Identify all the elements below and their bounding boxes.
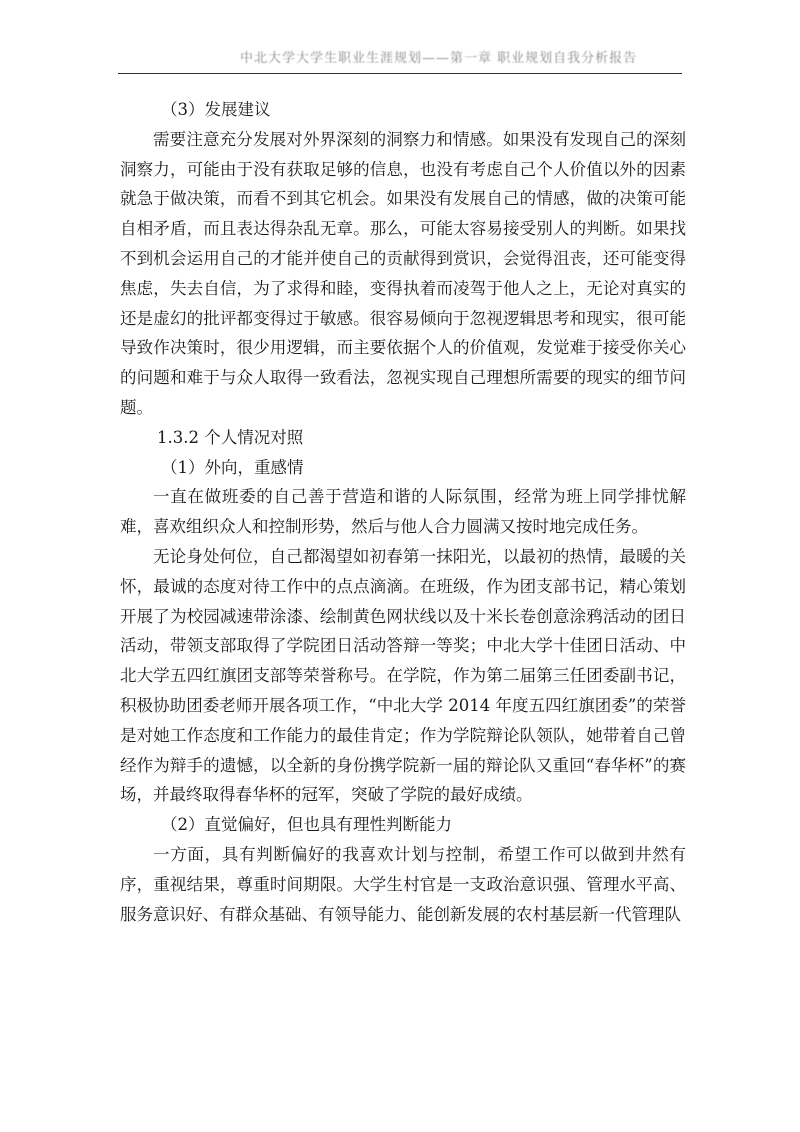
paragraph-development-advice: 需要注意充分发展对外界深刻的洞察力和情感。如果没有发现自己的深刻洞察力，可能由于没有获取足够的信息，也没有考虑自己个人价值以外的因素就急于做决策，而看不到其它机会。如果没有发展自己的情感，做的决策可能自相矛盾，而且表达得杂乱无章。那么，可能太容易接受别人的判断。如果找不到机会运用自己的才能并使自己的贡献得到赏识，会觉得沮丧，还可能变得焦虑，失去自信，为了求得和睦，变得执着而凌驾于他人之上，无论对真实的还是虚幻的批评都变得过于敏感。很容易倾向于忽视逻辑思考和现实，很可能导致作决策时，很少用逻辑，而主要依据个人的价值观，发觉难于接受你关心的问题和难于与众人取得一致看法，忽视实现自己理想所需要的现实的细节问题。 [120, 129, 686, 417]
paragraph-extrovert-2: 无论身处何位，自己都渴望如初春第一抹阳光，以最初的热情，最暖的关怀，最诚的态度对待工作中的点点滴滴。在班级，作为团支部书记，精心策划开展了为校园减速带涂漆、绘制黄色网状线以及十米长卷创意涂鸦活动的团日活动，带领支部取得了学院团日活动答辩一等奖；中北大学十佳团日活动、中北大学五四红旗团支部等荣誉称号。在学院，作为第二届第三任团委副书记，积极协助团委老师开展各项工作，“中北大学 2014 年度五四红旗团委”的荣誉是对她工作态度和工作能力的最佳肯定；作为学院辩论队领队，她带着自己曾经作为辩手的遗憾，以全新的身份携学院新一届的辩论队又重回“春华杯”的赛场，并最终取得春华杯的冠军，突破了学院的最好成绩。 [120, 546, 686, 805]
subheading-intuition: （2）直觉偏好，但也具有理性判断能力 [161, 815, 452, 835]
header-divider [118, 73, 682, 74]
section-heading-personal-comparison: 1.3.2 个人情况对照 [157, 427, 304, 447]
document-body [120, 95, 686, 929]
running-header: 中北大学大学生职业生涯规划——第一章 职业规划自我分析报告 [240, 51, 638, 66]
paragraph-extrovert-1: 一直在做班委的自己善于营造和谐的人际氛围，经常为班上同学排忧解难，喜欢组织众人和控制形势，然后与他人合力圆满又按时地完成任务。 [120, 487, 686, 537]
paragraph-intuition: 一方面，具有判断偏好的我喜欢计划与控制，希望工作可以做到井然有序，重视结果，尊重时间期限。大学生村官是一支政治意识强、管理水平高、服务意识好、有群众基础、有领导能力、能创新发展的农村基层新一代管理队 [120, 844, 686, 924]
subheading-extrovert: （1）外向，重感情 [161, 457, 304, 477]
subheading-development-advice: （3）发展建议 [161, 100, 271, 119]
